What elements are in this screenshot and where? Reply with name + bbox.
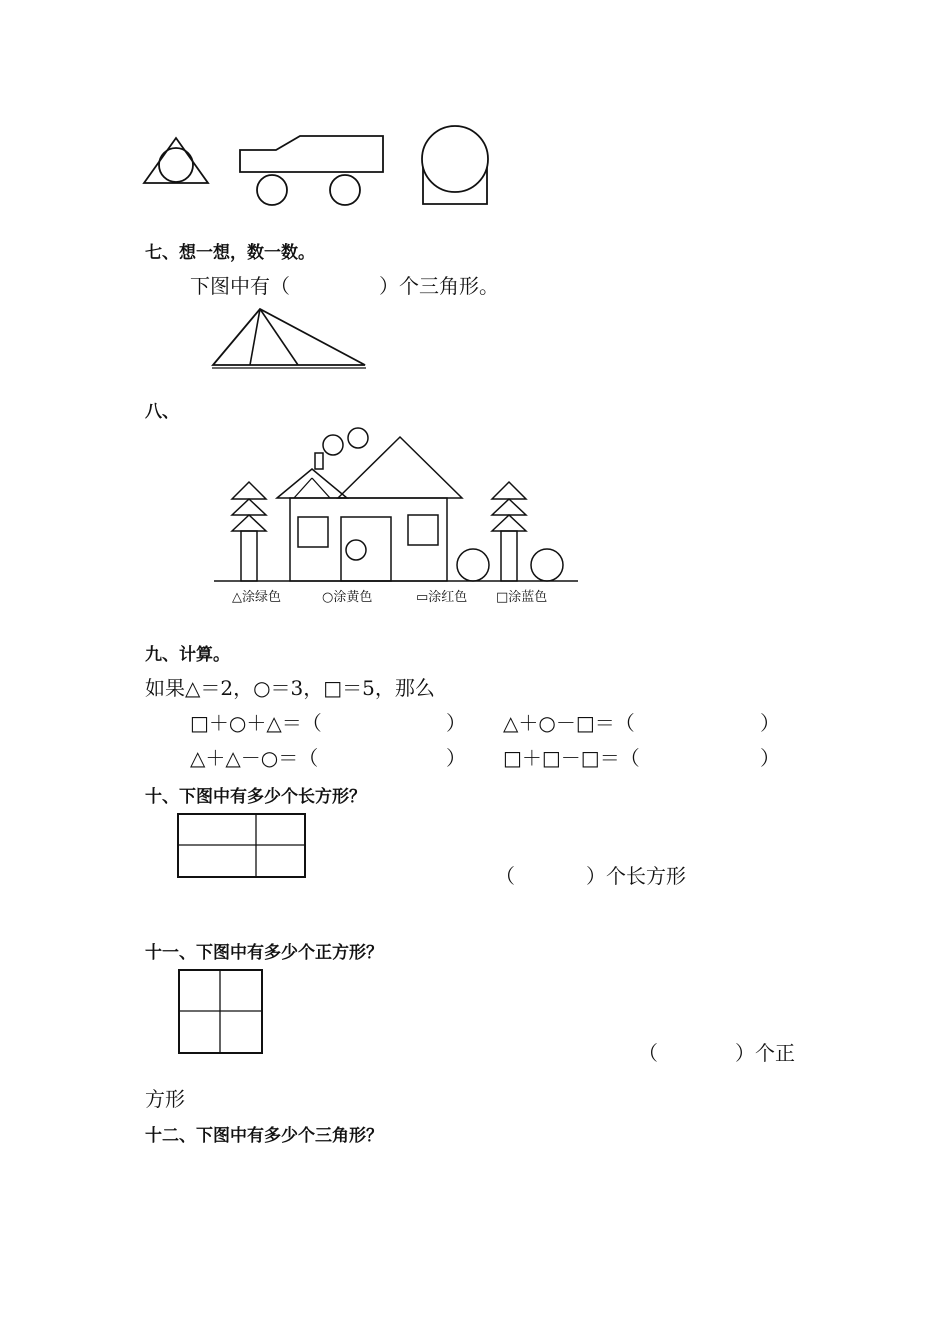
equation-3: △＋△－○＝（ — [190, 746, 319, 770]
triangle-with-circle-figure — [140, 135, 215, 190]
legend-text-yellow: 涂黄色 — [333, 590, 373, 605]
section10-answer-open: （ — [495, 864, 515, 888]
square-icon: □ — [496, 590, 509, 605]
equation-3-close: ） — [446, 746, 466, 770]
legend-item-blue — [496, 586, 547, 605]
rectangle-grid-figure — [176, 812, 308, 880]
fan-triangle-figure — [210, 305, 370, 370]
legend-text-red: 涂红色 — [428, 590, 468, 605]
circle-icon: ○ — [322, 590, 334, 605]
legend-text-blue: 涂蓝色 — [508, 590, 548, 605]
section11-answer-close: ）个正 — [735, 1041, 795, 1065]
car-figure — [238, 132, 388, 208]
equation-4-close: ） — [760, 746, 780, 770]
section9-heading: 九、计算。 — [145, 645, 230, 665]
section7-prompt-close: ）个三角形。 — [379, 274, 499, 298]
triangle-icon: △ — [232, 590, 242, 605]
equation-1-close: ） — [446, 711, 466, 735]
section7-heading: 七、想一想，数一数。 — [145, 243, 315, 263]
legend-item-red — [416, 586, 467, 605]
section8-heading: 八、 — [145, 402, 179, 422]
section11-answer-open: （ — [638, 1041, 658, 1065]
legend-item-green — [232, 586, 281, 605]
square-with-circle-figure — [418, 123, 492, 209]
section9-condition: 如果△＝2，○＝3，□＝5，那么 — [145, 676, 435, 700]
section11-heading: 十一、下图中有多少个正方形？ — [145, 943, 383, 963]
equation-1: □＋○＋△＝（ — [190, 711, 322, 735]
square-grid-figure — [177, 968, 265, 1056]
section10-answer-close: ）个长方形 — [586, 864, 686, 888]
equation-4: □＋□－□＝（ — [503, 746, 640, 770]
section10-heading: 十、下图中有多少个长方形？ — [145, 787, 366, 807]
house-scene-figure — [210, 425, 580, 585]
equation-2-close: ） — [760, 711, 780, 735]
legend-item-yellow — [322, 586, 372, 605]
equation-2: △＋○－□＝（ — [503, 711, 635, 735]
legend-text-green: 涂绿色 — [242, 590, 282, 605]
rectangle-icon: ▭ — [416, 590, 429, 605]
section12-heading: 十二、下图中有多少个三角形？ — [145, 1126, 383, 1146]
section11-answer-wrap: 方形 — [145, 1087, 185, 1111]
section7-prompt-open: 下图中有（ — [190, 274, 290, 298]
